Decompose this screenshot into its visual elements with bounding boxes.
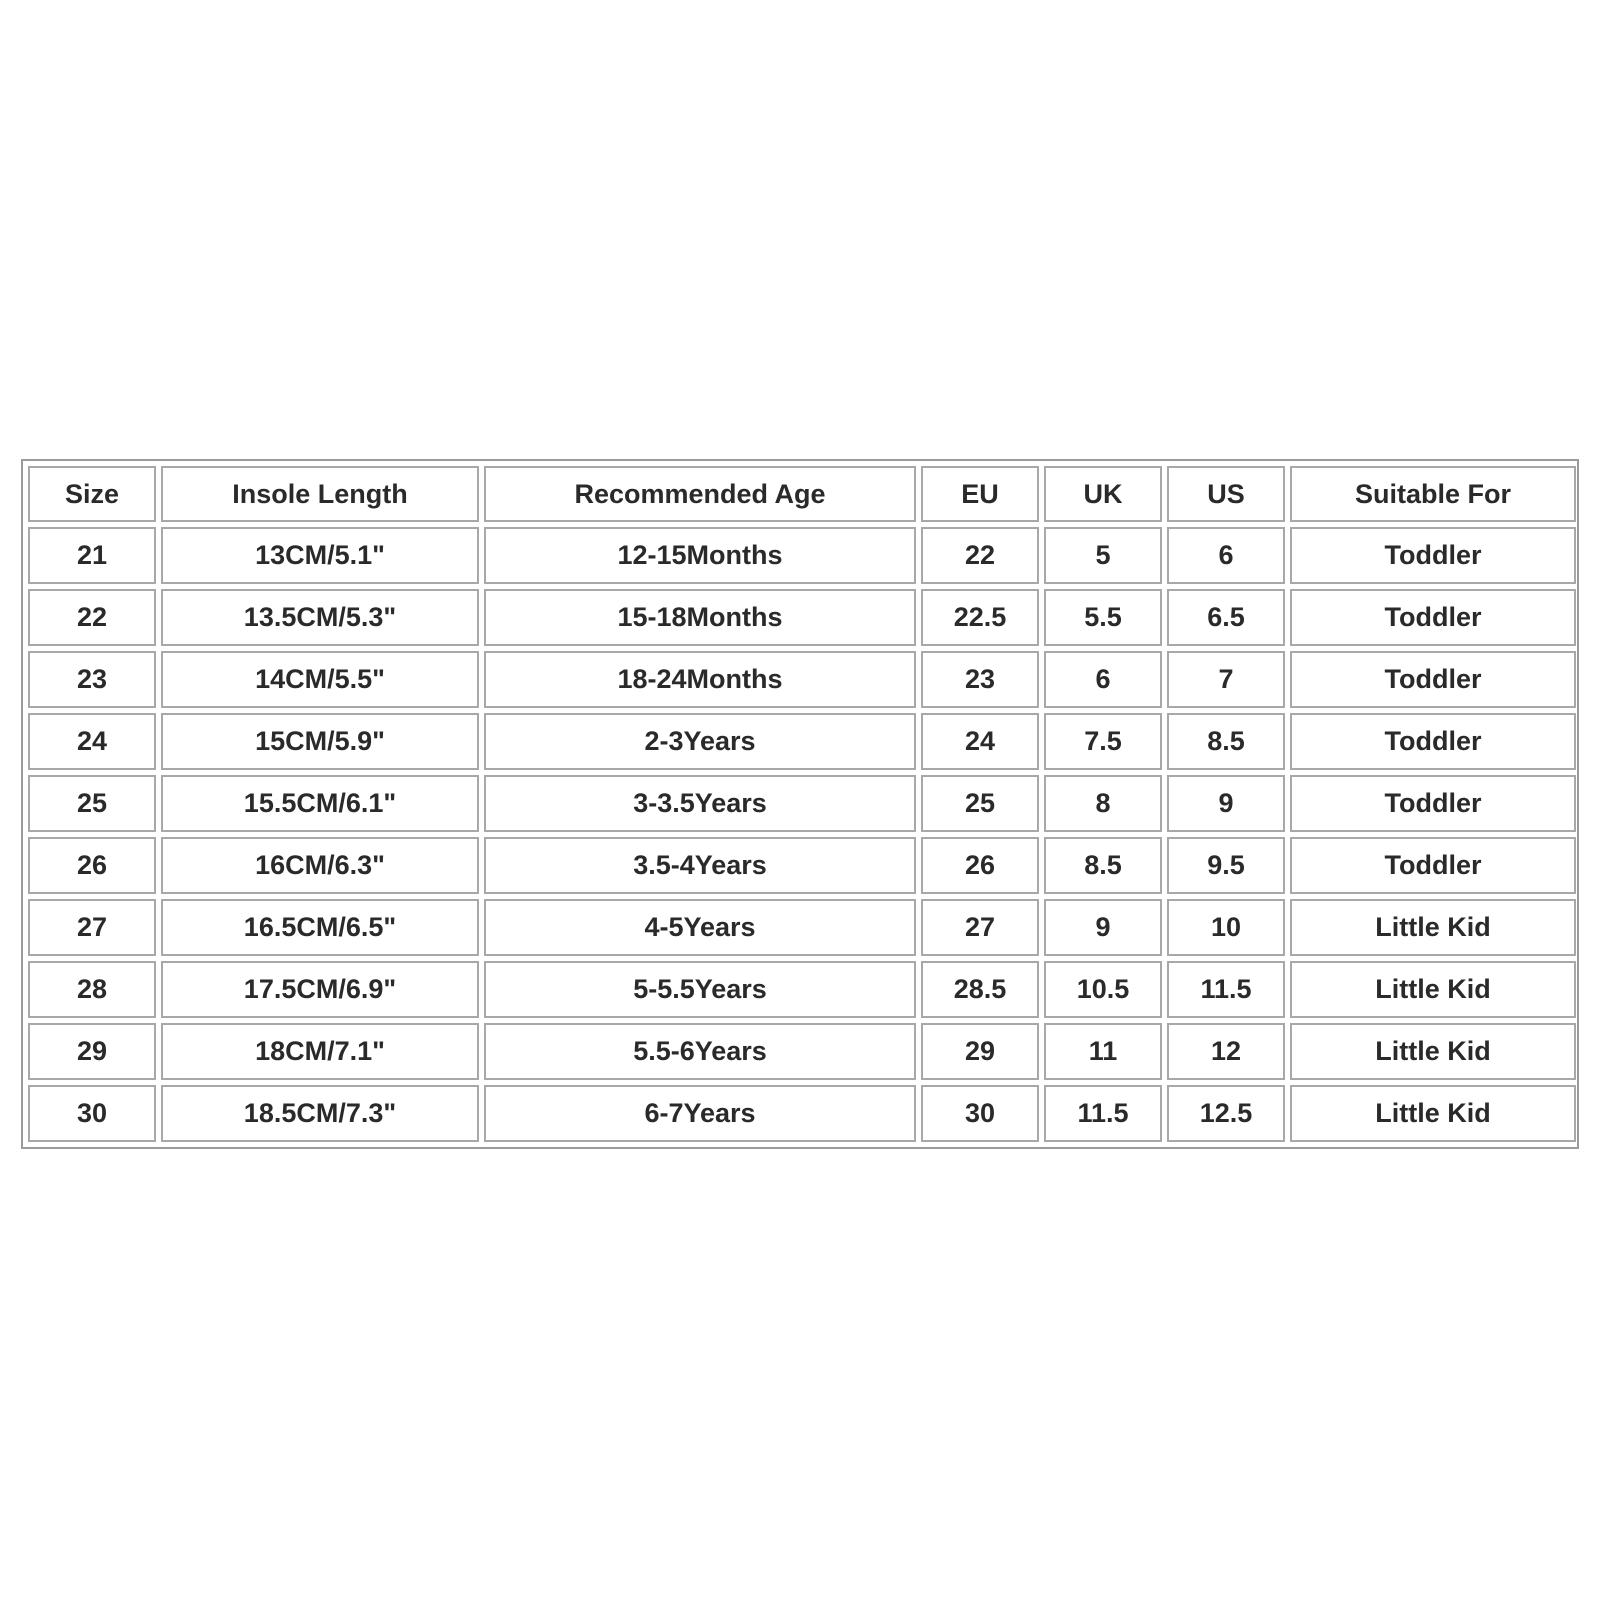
cell-insole-length: 16.5CM/6.5" (161, 899, 479, 956)
cell-uk: 9 (1044, 899, 1162, 956)
cell-recommended-age: 4-5Years (484, 899, 916, 956)
cell-size: 24 (28, 713, 156, 770)
cell-uk: 6 (1044, 651, 1162, 708)
cell-us: 6 (1167, 527, 1285, 584)
table-row (28, 589, 1576, 646)
header-eu: EU (921, 466, 1039, 522)
cell-us: 12.5 (1167, 1085, 1285, 1142)
cell-eu: 24 (921, 713, 1039, 770)
cell-size: 30 (28, 1085, 156, 1142)
cell-eu: 28.5 (921, 961, 1039, 1018)
cell-us: 10 (1167, 899, 1285, 956)
cell-us: 8.5 (1167, 713, 1285, 770)
cell-uk: 11.5 (1044, 1085, 1162, 1142)
cell-eu: 26 (921, 837, 1039, 894)
cell-us: 12 (1167, 1023, 1285, 1080)
cell-suitable-for: Toddler (1290, 589, 1576, 646)
cell-us: 6.5 (1167, 589, 1285, 646)
cell-uk: 5 (1044, 527, 1162, 584)
size-chart (21, 459, 1579, 1149)
table-row (28, 837, 1576, 894)
cell-recommended-age: 15-18Months (484, 589, 916, 646)
cell-suitable-for: Toddler (1290, 775, 1576, 832)
cell-uk: 8 (1044, 775, 1162, 832)
cell-us: 9.5 (1167, 837, 1285, 894)
cell-insole-length: 14CM/5.5" (161, 651, 479, 708)
cell-insole-length: 18CM/7.1" (161, 1023, 479, 1080)
cell-recommended-age: 5.5-6Years (484, 1023, 916, 1080)
cell-eu: 29 (921, 1023, 1039, 1080)
header-insole-length: Insole Length (161, 466, 479, 522)
cell-us: 7 (1167, 651, 1285, 708)
cell-insole-length: 17.5CM/6.9" (161, 961, 479, 1018)
cell-size: 23 (28, 651, 156, 708)
cell-uk: 11 (1044, 1023, 1162, 1080)
table-row (28, 899, 1576, 956)
cell-eu: 27 (921, 899, 1039, 956)
cell-suitable-for: Toddler (1290, 713, 1576, 770)
cell-suitable-for: Toddler (1290, 651, 1576, 708)
cell-recommended-age: 3-3.5Years (484, 775, 916, 832)
cell-size: 22 (28, 589, 156, 646)
cell-eu: 25 (921, 775, 1039, 832)
cell-us: 11.5 (1167, 961, 1285, 1018)
cell-suitable-for: Little Kid (1290, 1085, 1576, 1142)
cell-recommended-age: 18-24Months (484, 651, 916, 708)
cell-insole-length: 15.5CM/6.1" (161, 775, 479, 832)
cell-suitable-for: Toddler (1290, 837, 1576, 894)
table-row (28, 713, 1576, 770)
table-row (28, 1085, 1576, 1142)
cell-size: 21 (28, 527, 156, 584)
cell-eu: 23 (921, 651, 1039, 708)
header-us: US (1167, 466, 1285, 522)
cell-us: 9 (1167, 775, 1285, 832)
header-size: Size (28, 466, 156, 522)
cell-recommended-age: 6-7Years (484, 1085, 916, 1142)
table-row (28, 961, 1576, 1018)
cell-insole-length: 18.5CM/7.3" (161, 1085, 479, 1142)
cell-suitable-for: Little Kid (1290, 1023, 1576, 1080)
cell-recommended-age: 5-5.5Years (484, 961, 916, 1018)
cell-recommended-age: 2-3Years (484, 713, 916, 770)
header-suitable-for: Suitable For (1290, 466, 1576, 522)
cell-uk: 5.5 (1044, 589, 1162, 646)
table-header-row (28, 466, 1576, 522)
cell-insole-length: 15CM/5.9" (161, 713, 479, 770)
size-chart-table (23, 461, 1581, 1147)
cell-insole-length: 16CM/6.3" (161, 837, 479, 894)
cell-eu: 30 (921, 1085, 1039, 1142)
table-row (28, 775, 1576, 832)
cell-size: 26 (28, 837, 156, 894)
cell-suitable-for: Toddler (1290, 527, 1576, 584)
table-row (28, 651, 1576, 708)
cell-insole-length: 13CM/5.1" (161, 527, 479, 584)
table-row (28, 1023, 1576, 1080)
cell-recommended-age: 12-15Months (484, 527, 916, 584)
cell-size: 27 (28, 899, 156, 956)
cell-eu: 22.5 (921, 589, 1039, 646)
cell-recommended-age: 3.5-4Years (484, 837, 916, 894)
cell-insole-length: 13.5CM/5.3" (161, 589, 479, 646)
cell-eu: 22 (921, 527, 1039, 584)
cell-uk: 7.5 (1044, 713, 1162, 770)
cell-size: 28 (28, 961, 156, 1018)
table-row (28, 527, 1576, 584)
cell-size: 29 (28, 1023, 156, 1080)
cell-suitable-for: Little Kid (1290, 961, 1576, 1018)
cell-uk: 10.5 (1044, 961, 1162, 1018)
cell-size: 25 (28, 775, 156, 832)
header-recommended-age: Recommended Age (484, 466, 916, 522)
cell-uk: 8.5 (1044, 837, 1162, 894)
cell-suitable-for: Little Kid (1290, 899, 1576, 956)
header-uk: UK (1044, 466, 1162, 522)
